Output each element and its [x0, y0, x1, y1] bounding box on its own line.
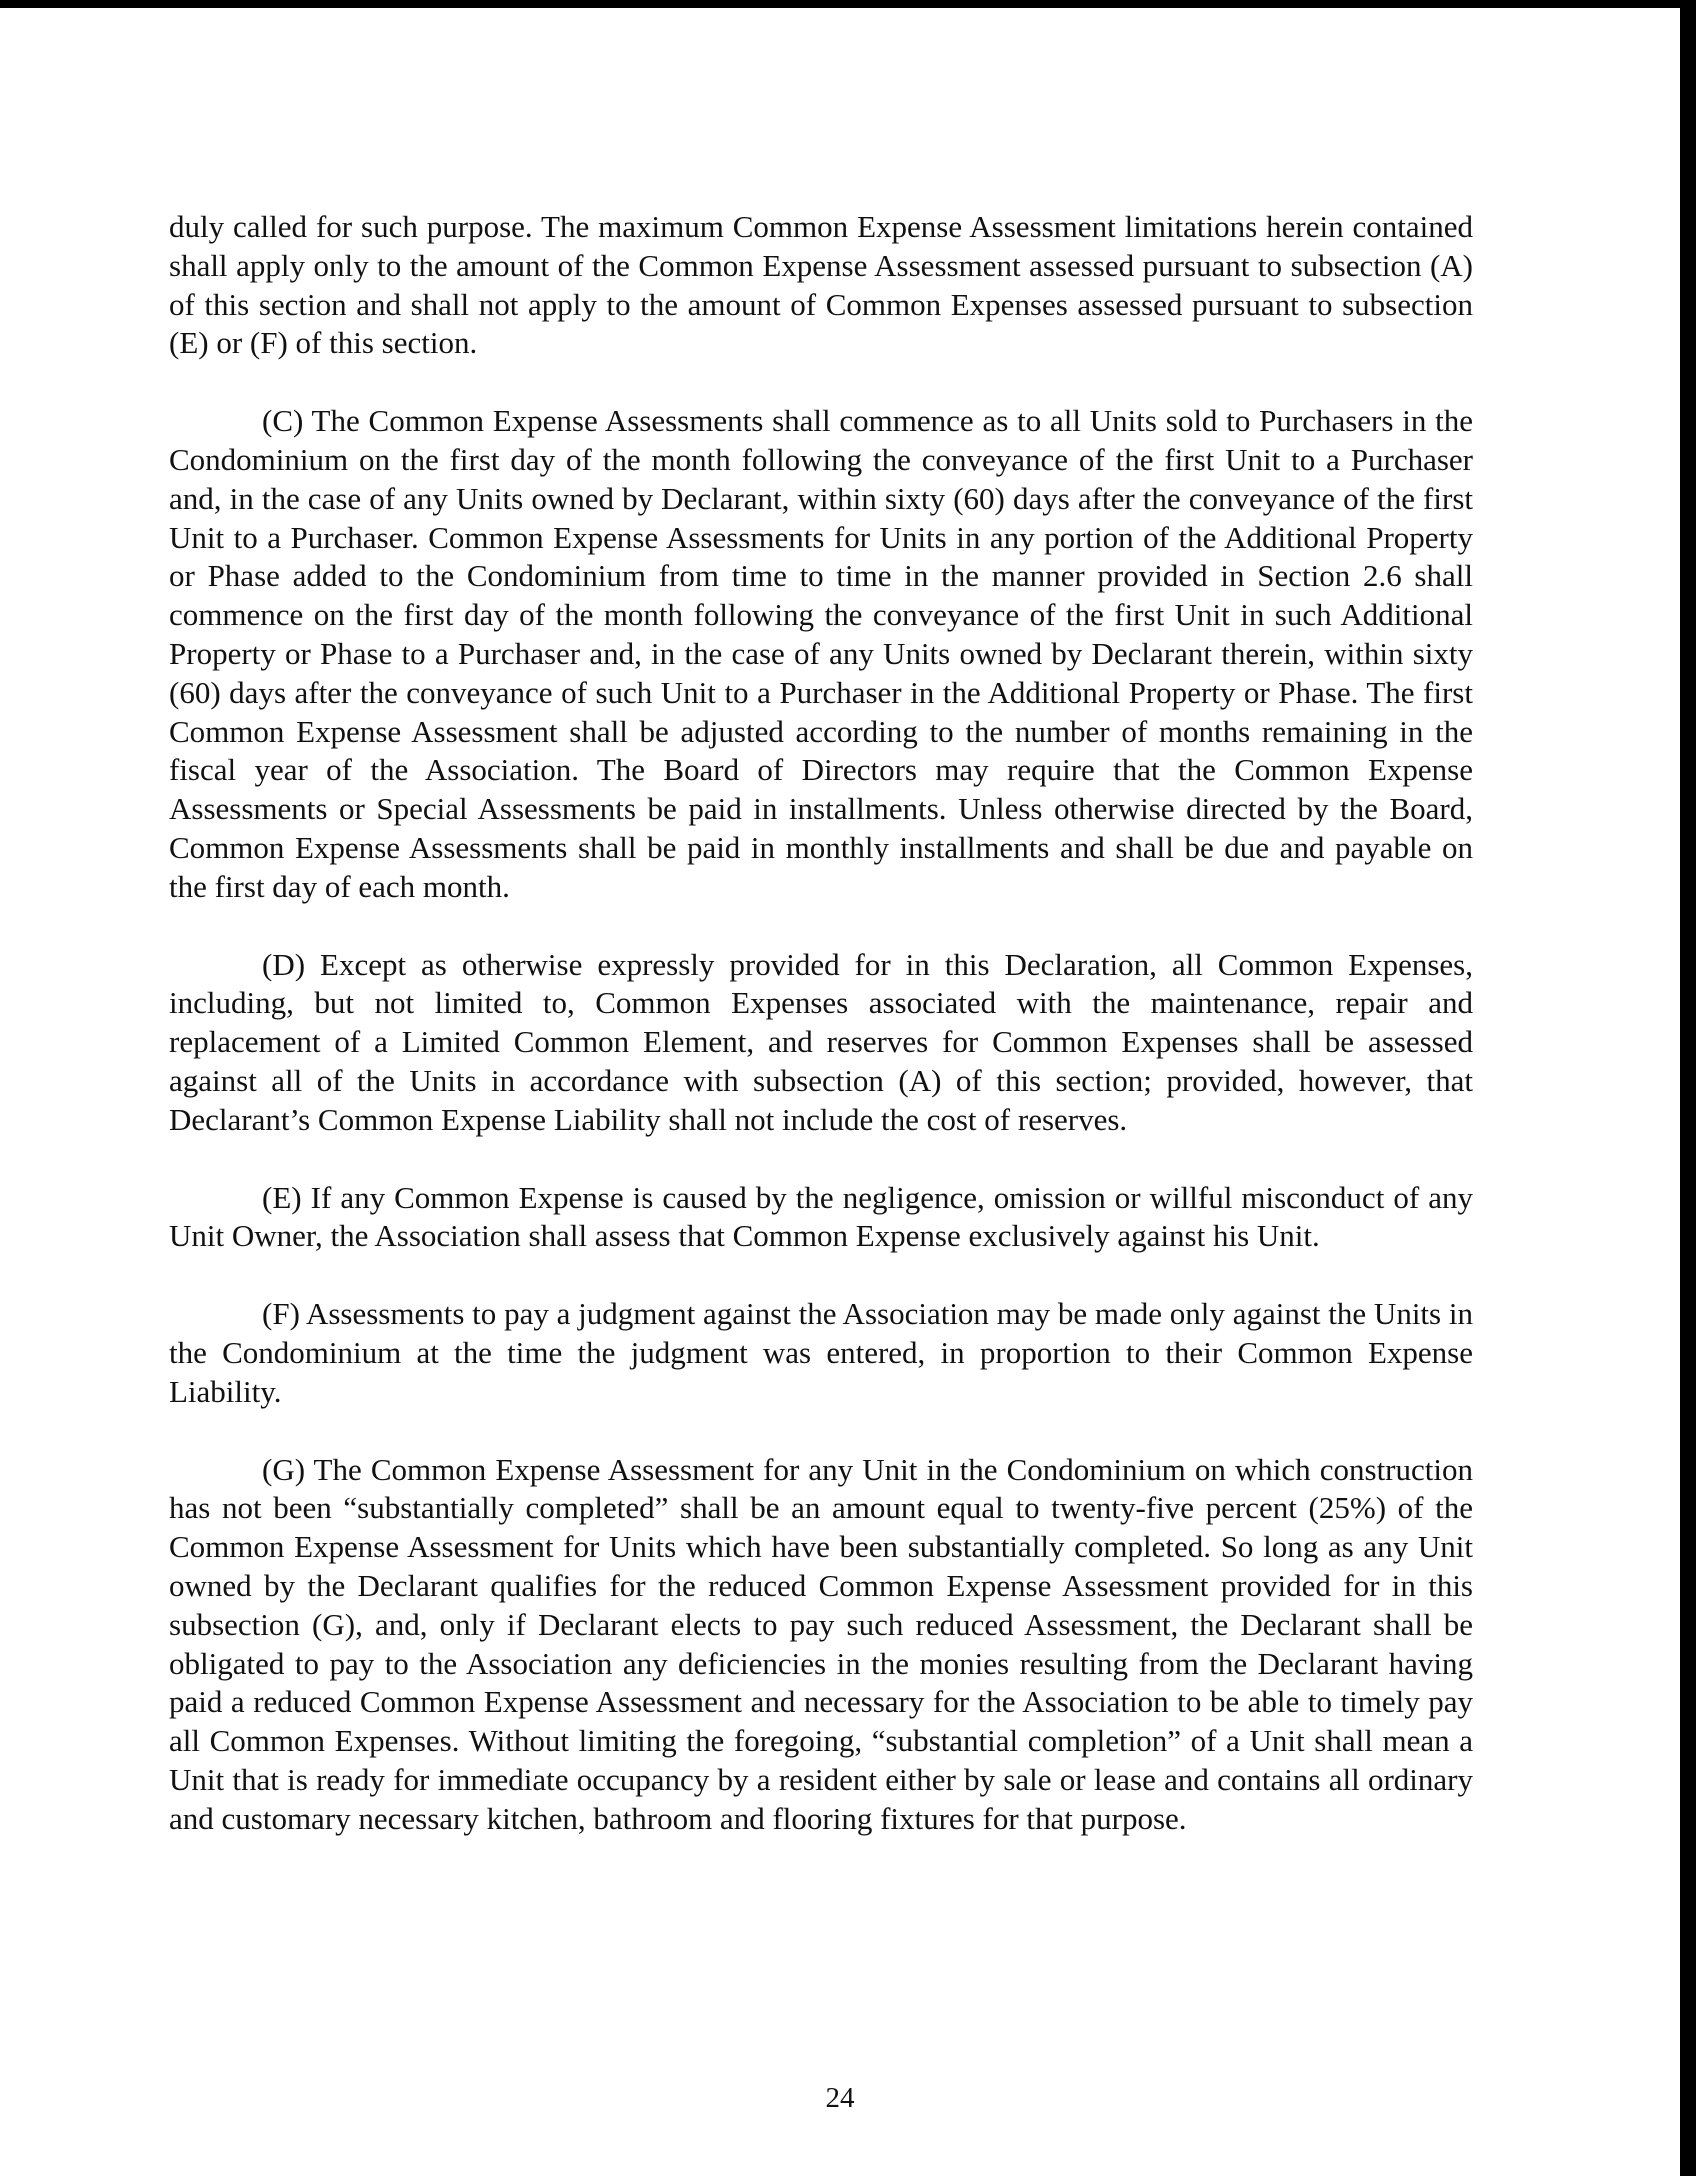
paragraph-subsection-c: (C) The Common Expense Assessments shall commence as to all Units sold to Purchasers in the Condominium on the first day of the month following the conveyance of the first Unit to a Purchaser and, in the case of any Units owned by Declarant, within sixty (60) days after the conveyance of the first Unit to a Purchaser. Common Expense Assessments for Units in any portion of the Additional Property or Phase added to the Condominium from time to time in the manner provided in Section 2.6 shall commence on the first day of the month following the conveyance of the first Unit in such Additional Property or Phase to a Purchaser and, in the case of any Units owned by Declarant therein, within sixty (60) days after the conveyance of such Unit to a Purchaser in the Additional Property or Phase. The first Common Expense Assessment shall be adjusted according to the number of months remaining in the fiscal year of the Association. The Board of Directors may require that the Common Expense Assessments or Special Assessments be paid in installments. Unless otherwise directed by the Board, Common Expense Assessments shall be paid in monthly installments and shall be due and payable on the first day of each month.: [169, 403, 1473, 904]
paragraph-subsection-g: (G) The Common Expense Assessment for any Unit in the Condominium on which construction has not been “substantially completed” shall be an amount equal to twenty-five percent (25%) of the Common Expense Assessment for Units which have been substantially completed. So long as any Unit owned by the Declarant qualifies for the reduced Common Expense Assessment provided for in this subsection (G), and, only if Declarant elects to pay such reduced Assessment, the Declarant shall be obligated to pay to the Association any deficiencies in the monies resulting from the Declarant having paid a reduced Common Expense Assessment and necessary for the Association to be able to timely pay all Common Expenses. Without limiting the foregoing, “substantial completion” of a Unit shall mean a Unit that is ready for immediate occupancy by a resident either by sale or lease and contains all ordinary and customary necessary kitchen, bathroom and flooring fixtures for that purpose.: [169, 1451, 1473, 1836]
paragraph-subsection-f: (F) Assessments to pay a judgment against the Association may be made only against the Units in the Condominium at the time the judgment was entered, in proportion to their Common Expense Liability.: [169, 1296, 1473, 1409]
paragraph-subsection-e: (E) If any Common Expense is caused by the negligence, omission or willful misconduct of any Unit Owner, the Association shall assess that Common Expense exclusively against his Unit.: [169, 1179, 1473, 1254]
document-body: [169, 208, 1473, 1877]
page-number: 24: [825, 2082, 855, 2114]
scan-top-border: [0, 0, 1696, 8]
scan-right-border: [1680, 0, 1696, 2176]
paragraph-continuation: duly called for such purpose. The maximum Common Expense Assessment limitations herein contained shall apply only to the amount of the Common Expense Assessment assessed pursuant to subsection (A) of this section and shall not apply to the amount of Common Expenses assessed pursuant to subsection (E) or (F) of this section.: [169, 209, 1473, 361]
paragraph-subsection-d: (D) Except as otherwise expressly provided for in this Declaration, all Common Expenses, including, but not limited to, Common Expenses associated with the maintenance, repair and replacement of a Limited Common Element, and reserves for Common Expenses shall be assessed against all of the Units in accordance with subsection (A) of this section; provided, however, that Declarant’s Common Expense Liability shall not include the cost of reserves.: [169, 946, 1473, 1137]
